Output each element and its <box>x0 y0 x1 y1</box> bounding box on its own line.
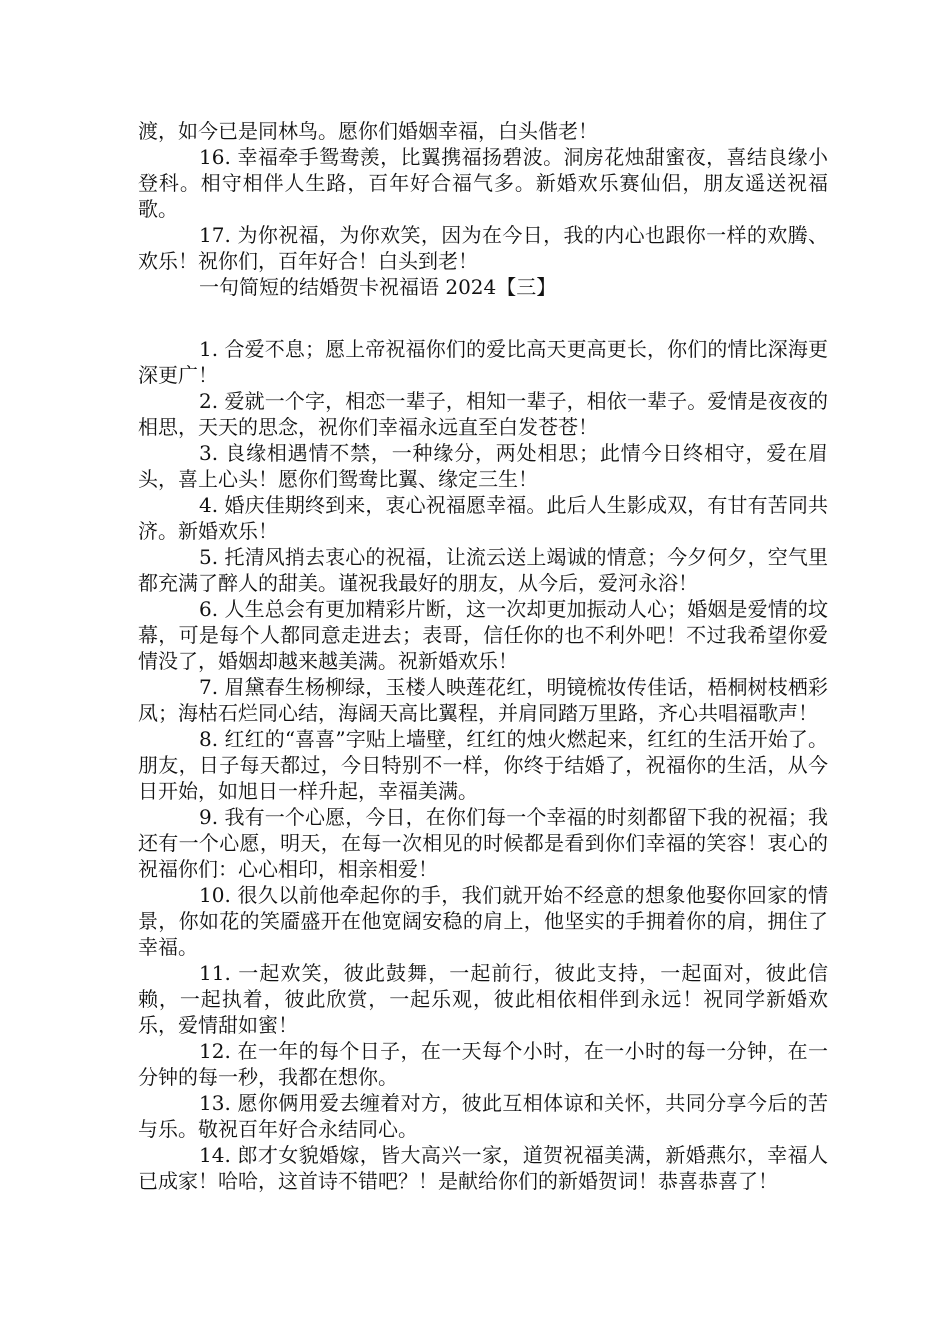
paragraph-13: 13. 愿你俩用爱去缠着对方，彼此互相体谅和关怀，共同分享今后的苦与乐。敬祝百年好合永结同心。 <box>138 1091 828 1141</box>
document-page <box>138 118 828 1194</box>
paragraph-9: 9. 我有一个心愿，今日，在你们每一个幸福的时刻都留下我的祝福；我还有一个心愿，明天，在每一次相见的时候都是看到你们幸福的笑容！衷心的祝福你们：心心相印，相亲相爱！ <box>138 805 828 881</box>
paragraph-12: 12. 在一年的每个日子，在一天每个小时，在一小时的每一分钟，在一分钟的每一秒，我都在想你。 <box>138 1039 828 1089</box>
paragraph-7: 7. 眉黛春生杨柳绿，玉楼人映莲花红，明镜梳妆传佳话，梧桐树枝栖彩凤；海枯石烂同心结，海阔天高比翼程，并肩同踏万里路，齐心共唱福歌声！ <box>138 675 828 725</box>
paragraph-14: 14. 郎才女貌婚嫁，皆大高兴一家，道贺祝福美满，新婚燕尔，幸福人已成家！哈哈，这首诗不错吧？！是献给你们的新婚贺词！恭喜恭喜了！ <box>138 1143 828 1193</box>
paragraph-2: 2. 爱就一个字，相恋一辈子，相知一辈子，相依一辈子。爱情是夜夜的相思，天天的思念，祝你们幸福永远直至白发苍苍！ <box>138 389 828 439</box>
paragraph-17: 17. 为你祝福，为你欢笑，因为在今日，我的内心也跟你一样的欢腾、欢乐！祝你们，百年好合！白头到老！ <box>138 223 828 273</box>
paragraph-4: 4. 婚庆佳期终到来，衷心祝福愿幸福。此后人生影成双，有甘有苦同共济。新婚欢乐！ <box>138 493 828 543</box>
paragraph-11: 11. 一起欢笑，彼此鼓舞，一起前行，彼此支持，一起面对，彼此信赖，一起执着，彼此欣赏，一起乐观，彼此相依相伴到永远！祝同学新婚欢乐，爱情甜如蜜！ <box>138 961 828 1037</box>
section-spacer <box>138 300 828 336</box>
paragraph-6: 6. 人生总会有更加精彩片断，这一次却更加振动人心；婚姻是爱情的坟幕，可是每个人都同意走进去；表哥，信任你的也不利外吧！不过我希望你爱情没了，婚姻却越来越美满。祝新婚欢乐！ <box>138 597 828 673</box>
section-heading: 一句简短的结婚贺卡祝福语 2024【三】 <box>199 275 557 299</box>
paragraph-5: 5. 托清风捎去衷心的祝福，让流云送上竭诚的情意；今夕何夕，空气里都充满了醉人的甜美。谨祝我最好的朋友，从今后，爱河永浴！ <box>138 545 828 595</box>
paragraph-8: 8. 红红的“喜喜”字贴上墙壁，红红的烛火燃起来，红红的生活开始了。朋友，日子每天都过，今日特别不一样，你终于结婚了，祝福你的生活，从今日开始，如旭日一样升起，幸福美满。 <box>138 727 828 803</box>
paragraph-1: 1. 合爱不息；愿上帝祝福你们的爱比高天更高更长，你们的情比深海更深更广！ <box>138 337 828 387</box>
paragraph-16: 16. 幸福牵手鸳鸯羡，比翼携福扬碧波。洞房花烛甜蜜夜，喜结良缘小登科。相守相伴人生路，百年好合福气多。新婚欢乐赛仙侣，朋友遥送祝福歌。 <box>138 145 828 221</box>
paragraph-10: 10. 很久以前他牵起你的手，我们就开始不经意的想象他娶你回家的情景，你如花的笑靥盛开在他宽阔安稳的肩上，他坚实的手拥着你的肩，拥住了幸福。 <box>138 883 828 959</box>
lead-paragraph: 渡，如今已是同林鸟。愿你们婚姻幸福，白头偕老！ <box>138 119 598 143</box>
paragraph-3: 3. 良缘相遇情不禁，一种缘分，两处相思；此情今日终相守，爱在眉头，喜上心头！愿你们鸳鸯比翼、缘定三生！ <box>138 441 828 491</box>
